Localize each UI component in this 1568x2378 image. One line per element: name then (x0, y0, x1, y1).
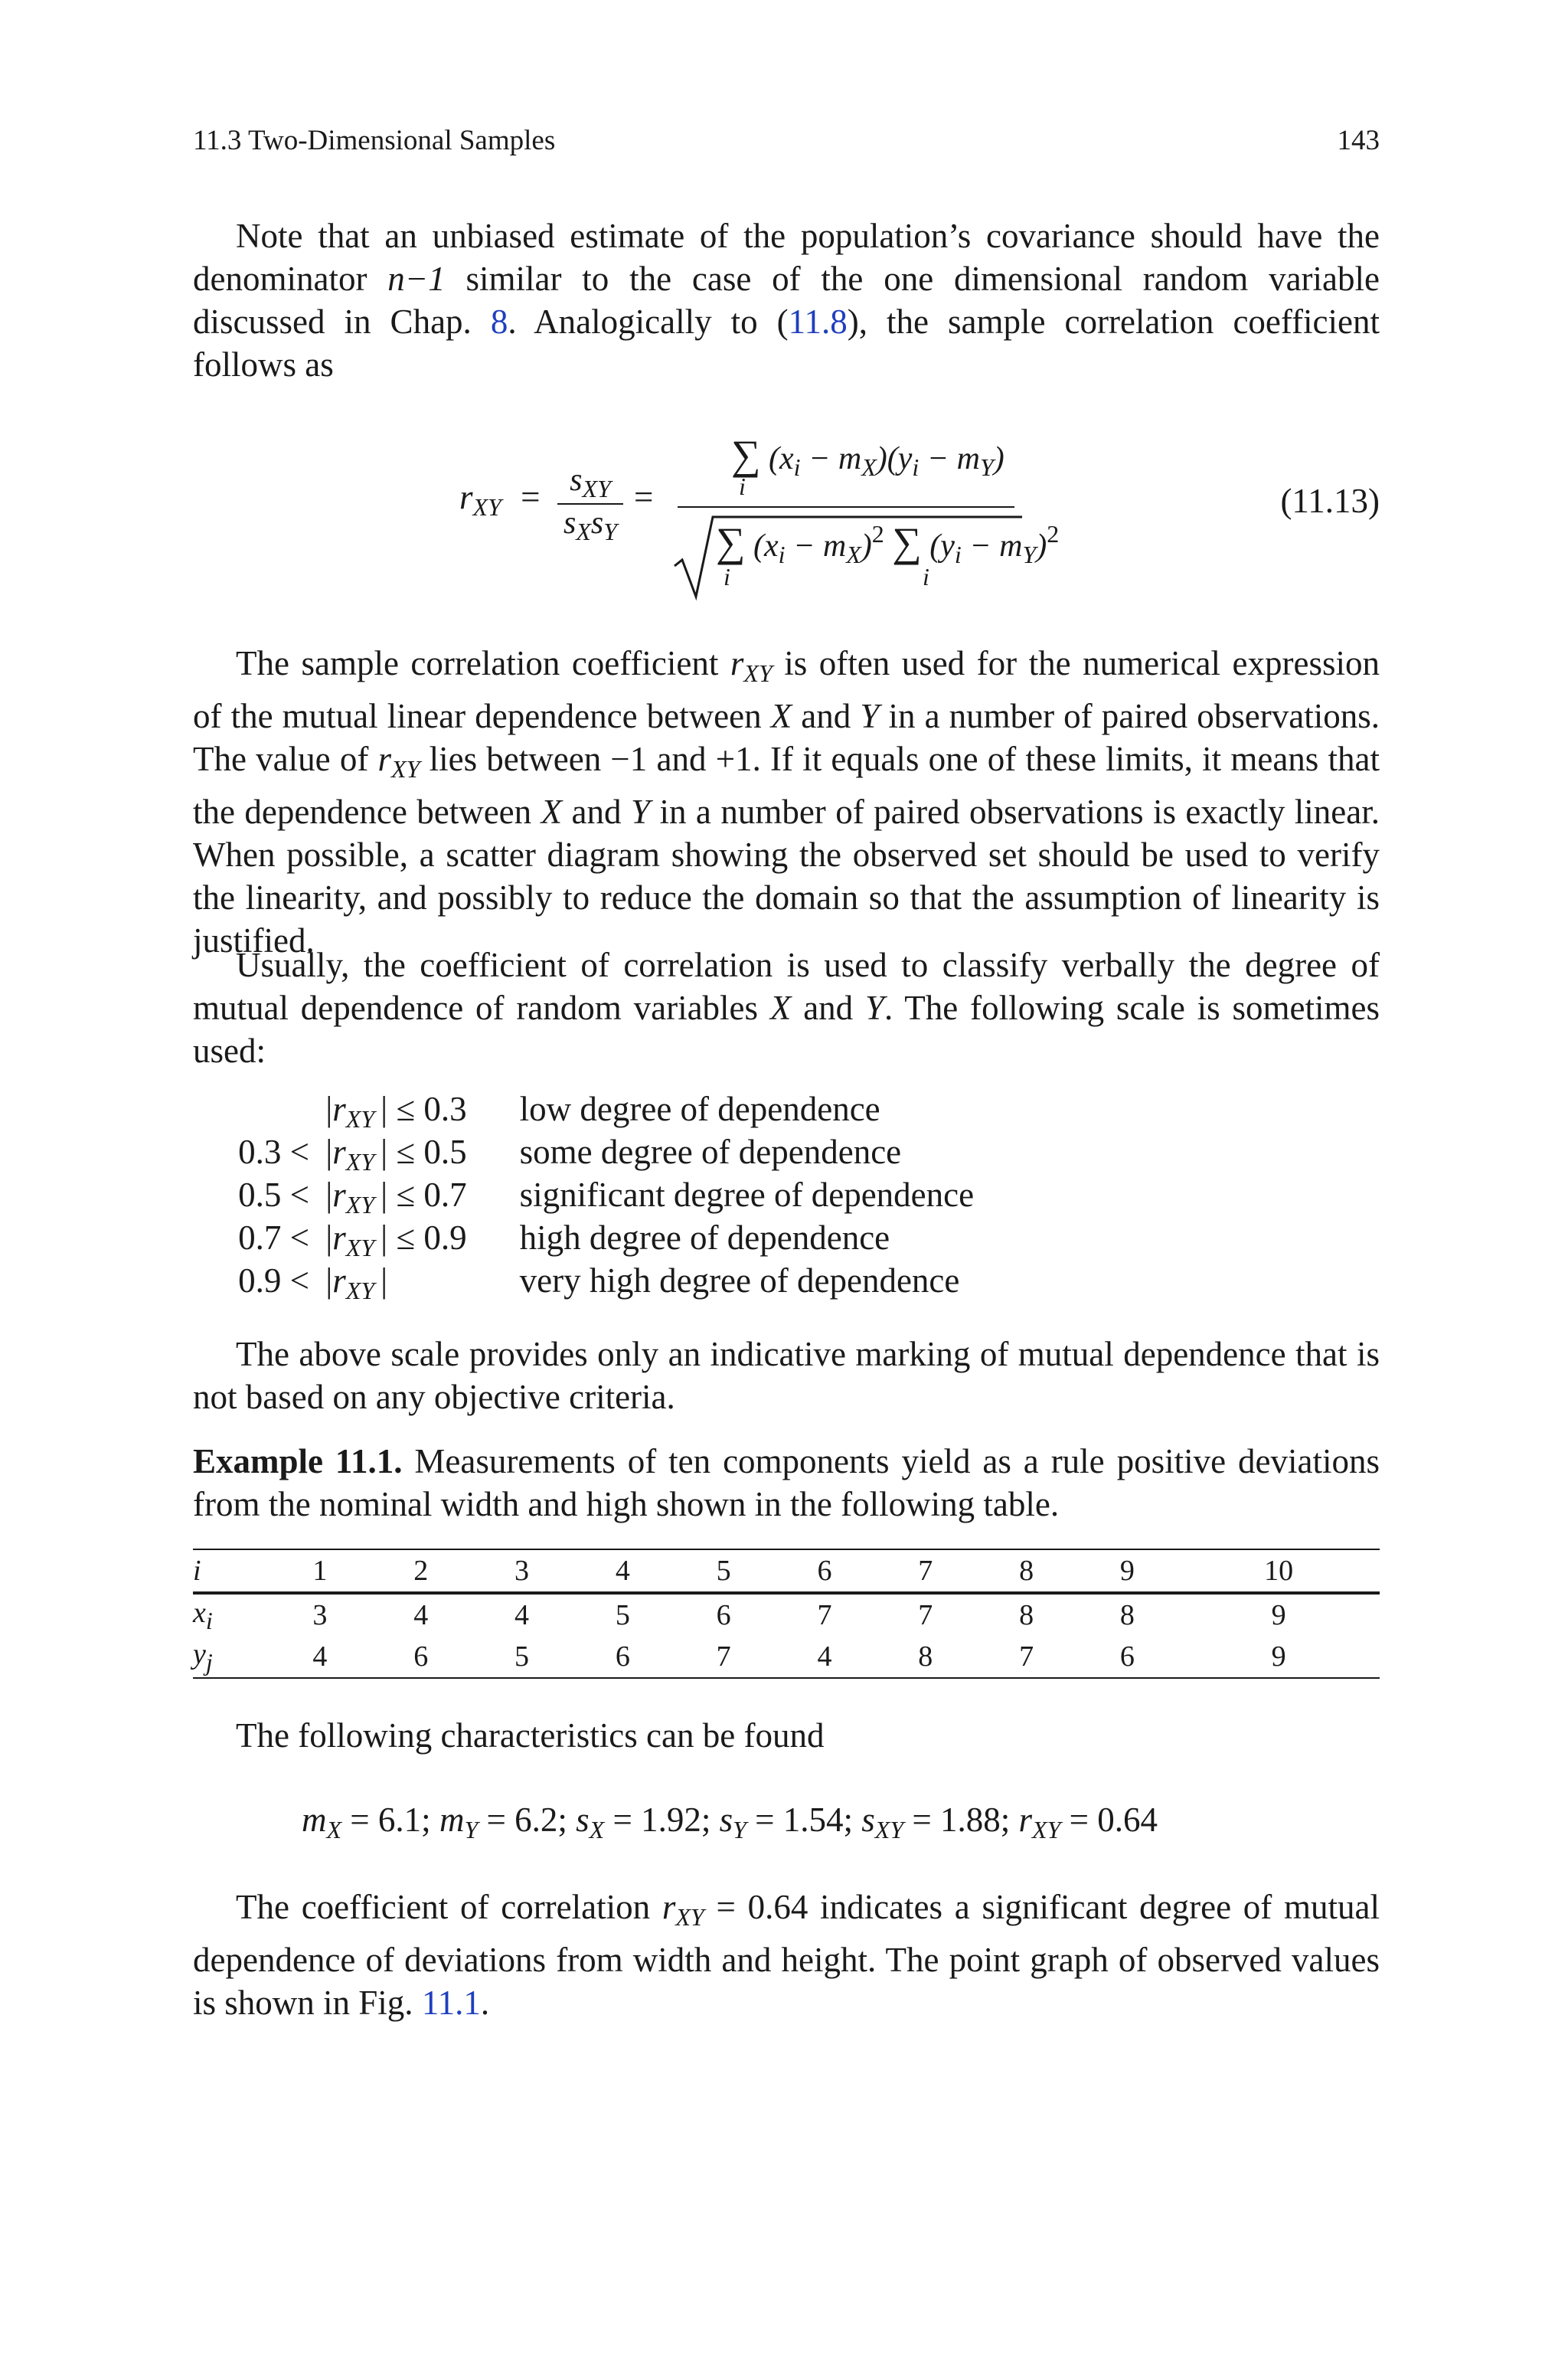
sum-index: i (739, 473, 746, 500)
scale-row: $0.7 < |r_{XY}$ | ≤ 0.9 high degree of dependence (238, 1218, 890, 1261)
text: ), the sample correlation coefficient follows as (193, 303, 1380, 384)
equation-correlation (459, 425, 1148, 601)
characteristics-line: $m_X = 6.1$; $m_Y = 6.2$; $s_X = 1.92$; $s_Y = 1.54$; $s_{XY} = 1.88$; $r_{XY} = 0.64$ (302, 1801, 1158, 1843)
text: similar to the case of the one dimensional random variable discussed in Chap. (193, 260, 1380, 341)
example-label: Example 11.1. (193, 1442, 403, 1480)
sum-index: i (923, 563, 929, 590)
chapter-link[interactable]: 8 (490, 303, 508, 341)
sum-symbol: ∑ (731, 432, 761, 478)
paragraph-conclusion: The coefficient of correlation $r_{XY} = 0.64$ indicates a significant degree of mutual dependence of deviations from width and height. The point graph of observed values is shown in Fig. 11.1. (193, 1888, 1380, 2022)
numerator (731, 431, 1004, 482)
math-n-minus-1: n−1 (387, 260, 446, 298)
scale-row: $0.9 < |r_{XY}$ | very high degree of dependence (238, 1261, 960, 1304)
table-header-row: i 1 2 3 4 5 6 7 8 9 10 (193, 1549, 1380, 1593)
fraction-sxy-over-sxsy: $s_{XY}$ $s_Xs_Y$ (557, 462, 623, 546)
numerator-expr: $(x_i - m_X)(y_i - m_Y)$ (769, 441, 1004, 481)
figure-link[interactable]: 11.1 (421, 1984, 481, 2022)
sum-index: i (724, 563, 730, 590)
table-row: $x_i$ 3 4 4 5 6 7 7 8 8 9 (193, 1596, 1286, 1634)
text: . Analogically to ( (508, 303, 789, 341)
denominator: ∑ $(x_i - m_X)^2$ ∑ $(y_i - m_Y)^2$ (716, 519, 1060, 568)
paragraph-characteristics-intro: The following characteristics can be found (236, 1716, 825, 1755)
equation-link[interactable]: 11.8 (788, 303, 848, 341)
paragraph-scale-intro: Usually, the coefficient of correlation is used to classify verbally the degree of mutual dependence of random variables X and Y. The following scale is sometimes used: (193, 946, 1380, 1070)
fraction-bar (678, 506, 1014, 508)
fraction-main (670, 425, 1060, 601)
scale-row: $0.5 < |r_{XY}$ | ≤ 0.7 significant degree of dependence (238, 1176, 975, 1218)
scale-row: $0.3 < |r_{XY}$ | ≤ 0.5 some degree of dependence (238, 1133, 902, 1176)
section-title: 11.3 Two-Dimensional Samples (193, 125, 556, 156)
running-header (193, 124, 1380, 162)
paragraph-correlation-description: The sample correlation coefficient $r_{XY}$ is often used for the numerical expression of the mutual linear dependence between X and Y in a number of paired observations. The value of $r_{XY}$ lies between −1 and +1. If it equals one of these limits, it means that the dependence between X and Y in a number of paired observations is exactly linear. When possible, a scatter diagram showing the observed set should be used to verify the linearity, and possibly to reduce the domain so that the assumption of linearity is justified. (193, 644, 1380, 960)
equation-number: (11.13) (1280, 482, 1380, 520)
scale-row: $|r_{XY}$ | ≤ 0.3 low degree of dependence (325, 1090, 880, 1133)
example-11-1: Example 11.1. Measurements of ten components yield as a rule positive deviations from the nominal width and high shown in the following table. (193, 1442, 1380, 1523)
table-row: $y_j$ 4 6 5 6 7 4 8 7 6 9 (193, 1636, 1380, 1678)
paragraph-covariance-note (193, 214, 1380, 386)
text: Note that an unbiased estimate of the population’s covariance should have the denominator (193, 217, 1380, 298)
paragraph-scale-note: The above scale provides only an indicative marking of mutual dependence that is not based on any objective criteria. (193, 1335, 1380, 1416)
page-number: 143 (1337, 125, 1380, 156)
dependence-scale (230, 1089, 1072, 1311)
equation-lhs: $r_{XY}$ = (459, 478, 541, 521)
equals-sign: = (634, 478, 654, 516)
data-table (193, 1549, 1380, 1679)
